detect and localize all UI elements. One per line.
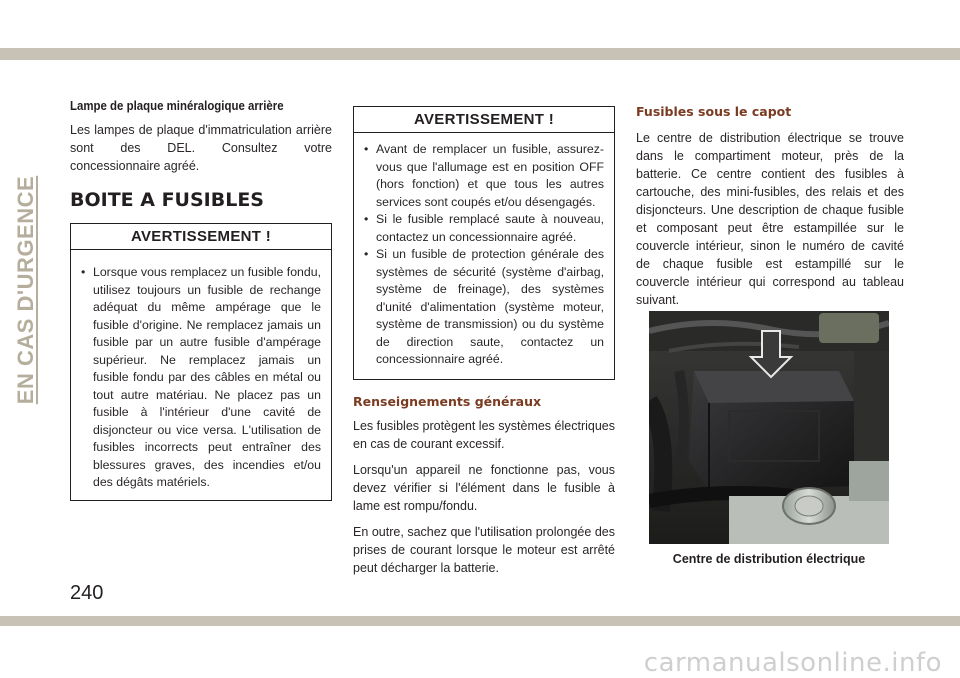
warning-box-2 <box>353 106 615 380</box>
underhood-fuses-heading: Fusibles sous le capot <box>636 104 792 119</box>
column-1 <box>70 98 332 501</box>
header-band <box>0 48 960 60</box>
page-number: 240 <box>70 582 104 604</box>
rear-plate-lamp-text: Les lampes de plaque d'immatriculation arrière sont des DEL. Consultez votre concessionnaire agréé. <box>70 123 332 173</box>
column-2 <box>353 98 615 585</box>
general-info-heading: Renseignements généraux <box>353 393 542 409</box>
underhood-fuses-text: Le centre de distribution électrique se trouve dans le compartiment moteur, près de la batterie. Ce centre contient des fusibles à cartouche, des mini-fusibles, des relais et des disjoncteurs. Une description de chaque fusible et composant peut être estampillée sur le couvercle intérieur, sinon le numéro de cavité de chaque fusible est estampillé sur le couvercle intérieur qui correspond au tableau suivant. <box>636 131 904 307</box>
fuse-box-title: BOITE A FUSIBLES <box>70 189 264 211</box>
rear-plate-lamp-heading: Lampe de plaque minéralogique arrière <box>70 98 284 113</box>
photo-caption: Centre de distribution électrique <box>672 552 866 566</box>
warning-box-1 <box>70 223 332 501</box>
warning-item: • Avant de remplacer un fusible, assurez-vous que l'allumage est en position OFF (hors fonction) et que tous les autres services sont coupés et/ou désengagés. <box>364 141 604 211</box>
general-info-para: En outre, sachez que l'utilisation prolongée des prises de courant lorsque le moteur est arrêté peut décharger la batterie. <box>353 524 615 575</box>
warning-item: • Si le fusible remplacé saute à nouveau, contactez un concessionnaire agréé. <box>364 211 604 246</box>
warning-title: AVERTISSEMENT ! <box>354 107 614 133</box>
footer-band <box>0 616 960 626</box>
engine-bay-illustration <box>649 311 889 544</box>
warning-item: • Si un fusible de protection générale des systèmes de sécurité (système d'airbag, système de freinage), des systèmes d'unité d'alimentation (système moteur, système de transmission) ou du système de direction saute, contactez un concessionnaire agréé. <box>364 246 604 369</box>
column-3 <box>636 98 904 317</box>
warning-item: • Lorsque vous remplacez un fusible fondu, utilisez toujours un fusible de rechange adéquat du même ampérage que le fusible d'origine. Ne remplacez jamais un fusible par un autre fusible d'ampérage supérieur. Ne remplacez jamais un fusible fondu par des câbles en métal ou tout autre matériau. Ne placez pas un fusible à l'intérieur d'une cavité de disjoncteur ou vice versa. L'utilisation de fusibles incorrects peut entraîner des blessures graves, des incendies et/ou des dégâts matériels. <box>81 264 321 492</box>
watermark-text: carmanualsonline.info <box>643 648 942 678</box>
general-info-para: Lorsqu'un appareil ne fonctionne pas, vous devez vérifier si l'élément dans le fusible à lame est rompu/fondu. <box>353 462 615 513</box>
power-distribution-center-photo <box>649 311 889 544</box>
general-info-para: Les fusibles protègent les systèmes électriques en cas de courant excessif. <box>353 418 615 451</box>
warning-title: AVERTISSEMENT ! <box>71 224 331 250</box>
